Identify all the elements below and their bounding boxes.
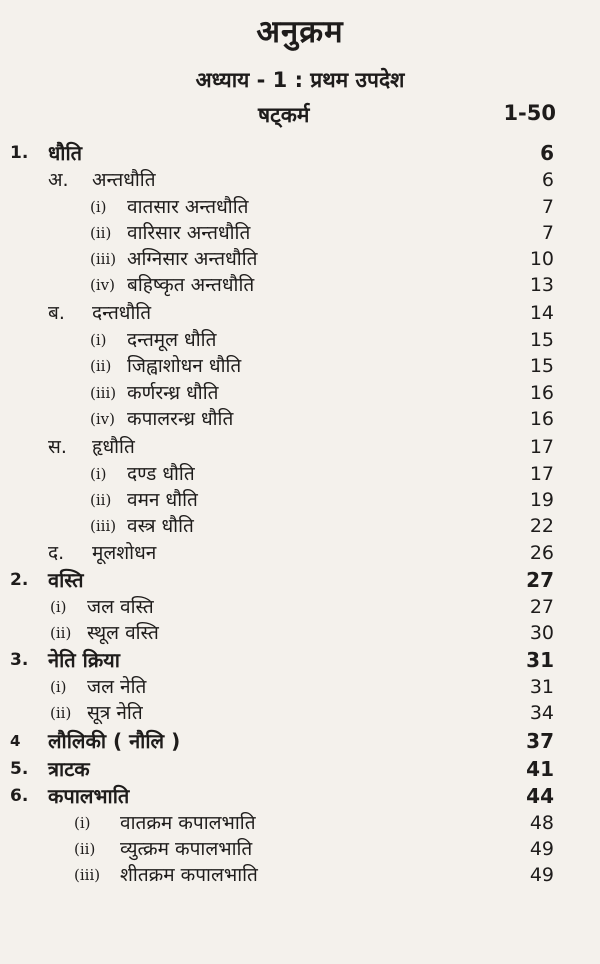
toc-entry-label: कपालरन्ध्र धौति	[127, 408, 234, 430]
toc-entry-label: दण्ड धौति	[127, 463, 195, 485]
toc-entry-number: (iii)	[90, 517, 117, 535]
toc-entry-number: 2.	[10, 570, 29, 590]
toc-entry-label: वातक्रम कपालभाति	[120, 812, 256, 834]
toc-entry-page: 6	[541, 169, 554, 191]
toc-entry-number: स.	[48, 436, 67, 458]
toc-entry-page: 48	[529, 812, 554, 834]
toc-entry-number: (iv)	[90, 410, 115, 428]
toc-entry	[0, 594, 600, 621]
toc-entry-label: त्राटक	[48, 757, 90, 781]
toc-entry-page: 27	[529, 596, 554, 618]
toc-entry-page: 31	[529, 676, 554, 698]
toc-entry	[0, 728, 600, 755]
toc-entry-label: स्थूल वस्ति	[87, 622, 159, 644]
toc-entry-number: 6.	[10, 786, 29, 806]
toc-entry-page: 44	[526, 784, 554, 808]
toc-entry-number: अ.	[48, 169, 69, 191]
toc-entry-label: लौलिकी ( नौलि )	[48, 729, 181, 753]
toc-entry	[0, 406, 600, 433]
toc-entry-page: 10	[529, 248, 554, 270]
toc-entry-number: (ii)	[74, 840, 96, 858]
toc-entry-label: दन्तमूल धौति	[127, 329, 217, 351]
chapter-heading: अध्याय - 1 : प्रथम उपदेश	[195, 68, 405, 92]
toc-entry-number: 4	[10, 732, 21, 750]
toc-entry-number: (iii)	[74, 866, 101, 884]
toc-entry-number: द.	[48, 542, 65, 564]
toc-entry-page: 16	[529, 408, 554, 430]
toc-entry-label: वस्ति	[48, 568, 84, 592]
toc-entry	[0, 167, 600, 194]
toc-entry-page: 37	[526, 729, 554, 753]
toc-entry-page: 15	[529, 355, 554, 377]
toc-entry-label: सूत्र नेति	[87, 702, 143, 724]
toc-entry-label: अग्निसार अन्तधौति	[127, 248, 258, 270]
toc-entry-label: धौति	[48, 141, 83, 165]
toc-entry-number: (iii)	[90, 384, 117, 402]
toc-entry-page: 34	[529, 702, 554, 724]
toc-entry-label: व्युत्क्रम कपालभाति	[120, 838, 253, 860]
toc-entry-label: वातसार अन्तधौति	[127, 196, 249, 218]
toc-entry	[0, 836, 600, 863]
toc-entry-page: 17	[529, 463, 554, 485]
toc-entry	[0, 140, 600, 167]
toc-entry-label: मूलशोधन	[92, 542, 157, 564]
toc-entry	[0, 674, 600, 701]
toc-entry	[0, 620, 600, 647]
toc-entry	[0, 434, 600, 461]
toc-entry	[0, 700, 600, 727]
toc-entry-number: ब.	[48, 302, 65, 324]
toc-entry	[0, 380, 600, 407]
toc-entry-number: (i)	[90, 465, 107, 483]
toc-entry	[0, 461, 600, 488]
toc-entry-page: 6	[540, 141, 554, 165]
toc-entry-number: (ii)	[50, 624, 72, 642]
toc-entry-label: कपालभाति	[48, 784, 130, 808]
toc-entry	[0, 487, 600, 514]
toc-entry-number: (ii)	[90, 224, 112, 242]
toc-entry-page: 26	[529, 542, 554, 564]
toc-entry	[0, 246, 600, 273]
toc-entry-page: 27	[526, 568, 554, 592]
toc-entry-label: अन्तधौति	[92, 169, 156, 191]
toc-entry-label: जल वस्ति	[87, 596, 154, 618]
toc-entry	[0, 513, 600, 540]
toc-entry-page: 7	[541, 222, 554, 244]
toc-entry-label: बहिष्कृत अन्तधौति	[127, 274, 255, 296]
toc-entry	[0, 567, 600, 594]
toc-entry-number: (iv)	[90, 276, 115, 294]
toc-entry	[0, 353, 600, 380]
toc-entry-page: 14	[529, 302, 554, 324]
toc-entry-number: (ii)	[90, 357, 112, 375]
toc-entry	[0, 300, 600, 327]
toc-entry-label: कर्णरन्ध्र धौति	[127, 382, 219, 404]
page-title: अनुक्रम	[256, 14, 344, 50]
toc-entry-page: 49	[529, 838, 554, 860]
toc-entry	[0, 783, 600, 810]
toc-entry-number: 1.	[10, 143, 29, 163]
toc-entry-page: 41	[526, 757, 554, 781]
toc-entry	[0, 862, 600, 889]
toc-entry-page: 17	[529, 436, 554, 458]
toc-entry-page: 31	[526, 648, 554, 672]
toc-entry-label: वारिसार अन्तधौति	[127, 222, 251, 244]
toc-entry-number: (ii)	[90, 491, 112, 509]
toc-entry-page: 49	[529, 864, 554, 886]
toc-entry-label: हृधौति	[92, 436, 135, 458]
toc-entry-page: 22	[529, 515, 554, 537]
toc-entry-number: (i)	[90, 198, 107, 216]
toc-entry-number: (i)	[90, 331, 107, 349]
toc-entry	[0, 194, 600, 221]
toc-entry-number: (i)	[50, 598, 67, 616]
toc-entry	[0, 756, 600, 783]
toc-entry-page: 7	[541, 196, 554, 218]
toc-entry-number: (i)	[74, 814, 91, 832]
toc-entry	[0, 540, 600, 567]
toc-entry-number: (i)	[50, 678, 67, 696]
toc-entry	[0, 810, 600, 837]
section-heading: षट्कर्म	[258, 103, 310, 127]
toc-entry-number: 5.	[10, 759, 29, 779]
toc-entry-number: (iii)	[90, 250, 117, 268]
section-page-range: 1-50	[503, 101, 556, 125]
toc-entry-page: 13	[529, 274, 554, 296]
toc-entry-label: जिह्वाशोधन धौति	[127, 355, 242, 377]
toc-entry-number: (ii)	[50, 704, 72, 722]
toc-entry	[0, 647, 600, 674]
toc-entry-label: वमन धौति	[127, 489, 198, 511]
toc-entry-label: जल नेति	[87, 676, 147, 698]
toc-entry-label: दन्तधौति	[92, 302, 152, 324]
toc-entry-number: 3.	[10, 650, 29, 670]
toc-entry	[0, 327, 600, 354]
toc-entry-label: नेति क्रिया	[48, 648, 120, 672]
toc-entry-page: 16	[529, 382, 554, 404]
toc-entry-page: 19	[529, 489, 554, 511]
toc-entry-page: 15	[529, 329, 554, 351]
toc-entry-page: 30	[529, 622, 554, 644]
toc-entry-label: शीतक्रम कपालभाति	[120, 864, 258, 886]
toc-entry	[0, 220, 600, 247]
toc-entry	[0, 272, 600, 299]
toc-entry-label: वस्त्र धौति	[127, 515, 194, 537]
